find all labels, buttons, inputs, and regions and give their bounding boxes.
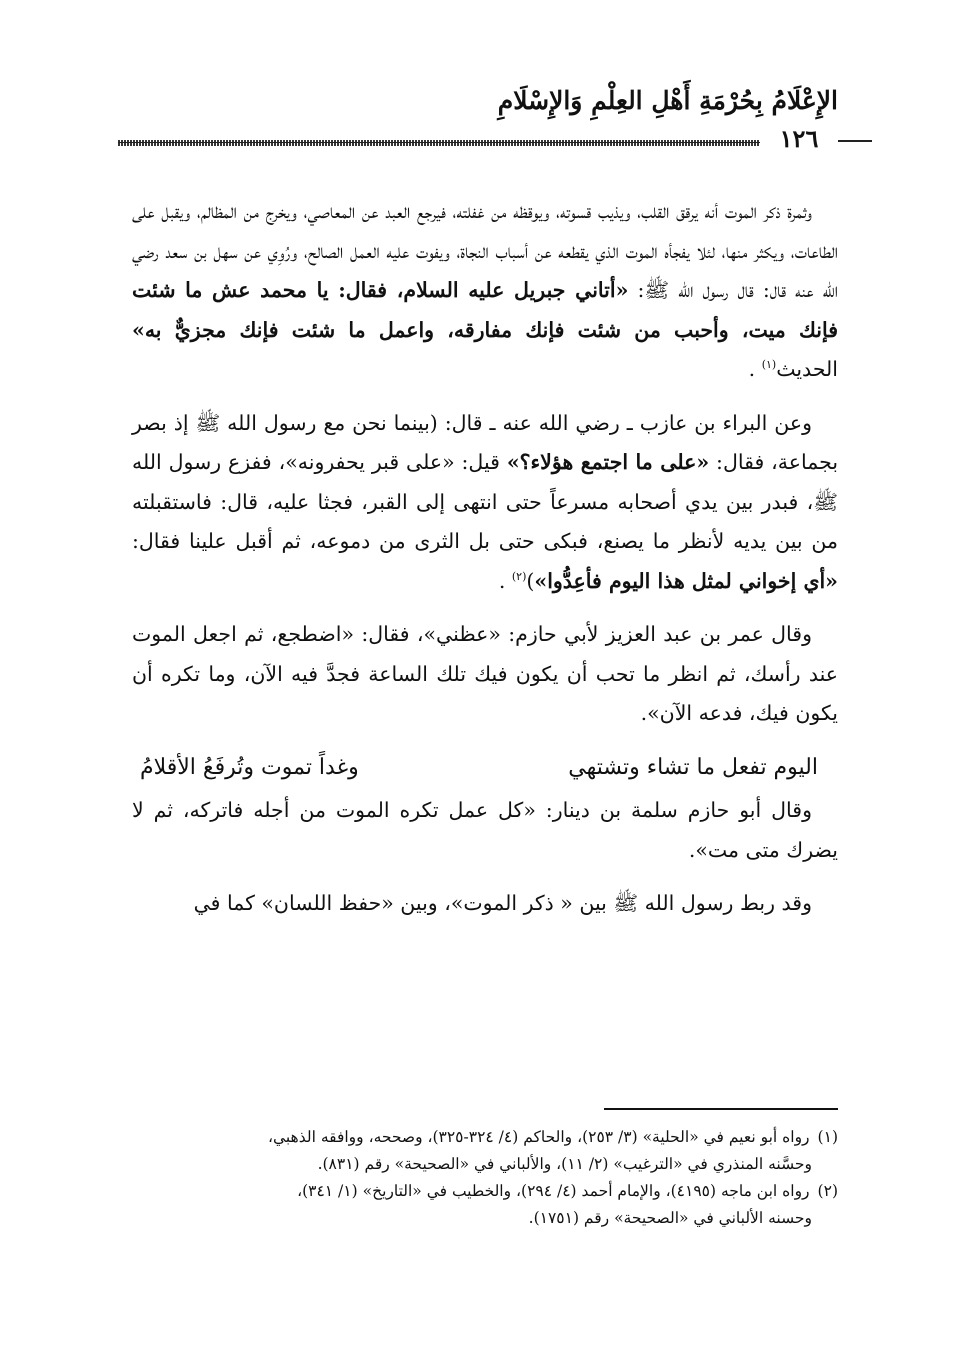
paragraph-2-text-c: ) bbox=[526, 568, 535, 593]
paragraph-3: وقال عمر بن عبد العزيز لأبي حازم: «عظني»، فقال: «اضطجع، ثم اجعل الموت عند رأسك، ثم انظر ما تحب أن يكون فيك تلك الساعة فجدَّ فيه الآن، وما تكره أن يكون فيك، فدعه الآن». bbox=[132, 622, 838, 725]
paragraph-4: وقال أبو حازم سلمة بن دينار: «كل عمل تكره الموت من أجله فاتركه، ثم لا يضرك متى مت». bbox=[132, 798, 838, 862]
footnote-rule bbox=[604, 1108, 838, 1110]
page-number: ١٢٦ bbox=[779, 124, 819, 153]
paragraph-2 bbox=[132, 404, 838, 602]
footnotes bbox=[132, 1124, 838, 1232]
verse-hemistich-1: اليوم تفعل ما تشاء وتشتهي bbox=[568, 754, 818, 780]
body-text bbox=[132, 192, 838, 924]
footnote-1 bbox=[132, 1124, 838, 1178]
footnote-2 bbox=[132, 1178, 838, 1232]
page-number-dash bbox=[838, 140, 872, 142]
paragraph-5: وقد ربط رسول الله ﷺ بين « ذكر الموت»، وبين «حفظ اللسان» كما في bbox=[193, 891, 812, 915]
footnote-ref-1[interactable]: (١) bbox=[761, 358, 777, 372]
paragraph-1-text-b: الحديث bbox=[776, 357, 838, 381]
running-title: الإِعْلَامُ بِحُرْمَةِ أَهْلِ العِلْمِ وَالإِسْلَامِ bbox=[497, 86, 838, 115]
paragraph-1-text-a: وثمرة ذكر الموت أنه يرقق القلب، ويذيب قسوته، ويوقظه من غفلته، فيرجع العبد عن المعاصي، ويخرج من المظالم، ويقبل على الطاعات، ويكثر منها، لئلا يفجأه الموت الذي يقطعه عن أسباب النجاة، ويفوت عليه العمل الصالح، ورُوِي عن سهل بن سعد رضي الله عنه قال: قال رسول الله ﷺ: bbox=[132, 199, 838, 302]
paragraph-2-text-d: . bbox=[498, 568, 512, 593]
footnote-1-line-1: رواه أبو نعيم في «الحلية» (٣/ ٢٥٣)، والحاكم (٤/ ٣٢٤-٣٢٥)، وصححه، ووافقه الذهبي، bbox=[267, 1128, 810, 1146]
paragraph-1-text-c: . bbox=[748, 357, 762, 381]
footnote-2-line-1: رواه ابن ماجه (٤١٩٥)، والإمام أحمد (٤/ ٢٩٤)، والخطيب في «التاريخ» (١/ ٣٤١)، bbox=[297, 1182, 810, 1200]
hadith-quote-2: «على ما اجتمع هؤلاء؟» bbox=[506, 450, 710, 474]
footnote-2-line-2: وحسنه الألباني في «الصحيحة» رقم (١٧٥١). bbox=[528, 1209, 812, 1227]
footnote-1-line-2: وحسَّنه المنذري في «الترغيب» (٢/ ١١)، والألباني في «الصحيحة» رقم (٨٣١). bbox=[317, 1155, 812, 1173]
footnote-ref-2[interactable]: (٢) bbox=[511, 569, 527, 583]
verse-hemistich-2: وغداً تموت وتُرفَعُ الأقلامُ bbox=[140, 754, 359, 780]
hadith-quote-3: «أي إخواني لمثل هذا اليوم فأعِدُّوا» bbox=[534, 568, 838, 593]
footnote-1-number: (١) bbox=[817, 1128, 838, 1146]
footnote-2-number: (٢) bbox=[817, 1182, 838, 1200]
header-rule bbox=[118, 140, 760, 146]
poetry-verse bbox=[132, 748, 838, 788]
paragraph-2-text-b: قيل: «على قبر يحفرونه»، ففزع رسول الله ﷺ، فبدر بين يدي أصحابه مسرعاً حتى انتهى إلى القبر، فجثا عليه، قال: فاستقبلته من بين يديه لأنظر ما يصنع، فبكى حتى بل الثرى من دموعه، ثم أقبل علينا فقال: bbox=[132, 450, 838, 553]
hadith-quote-1: «أتاني جبريل عليه السلام، فقال: يا محمد عش ما شئت فإنك ميت، وأحبب من شئت فإنك مفارقه، واعمل ما شئت فإنك مجزيٌّ به» bbox=[132, 278, 838, 342]
paragraph-2-text-a: وعن البراء بن عازب ـ رضي الله عنه ـ قال: (بينما نحن مع رسول الله ﷺ إذ بصر بجماعة، فقال: bbox=[132, 410, 839, 474]
paragraph-1 bbox=[132, 192, 838, 390]
